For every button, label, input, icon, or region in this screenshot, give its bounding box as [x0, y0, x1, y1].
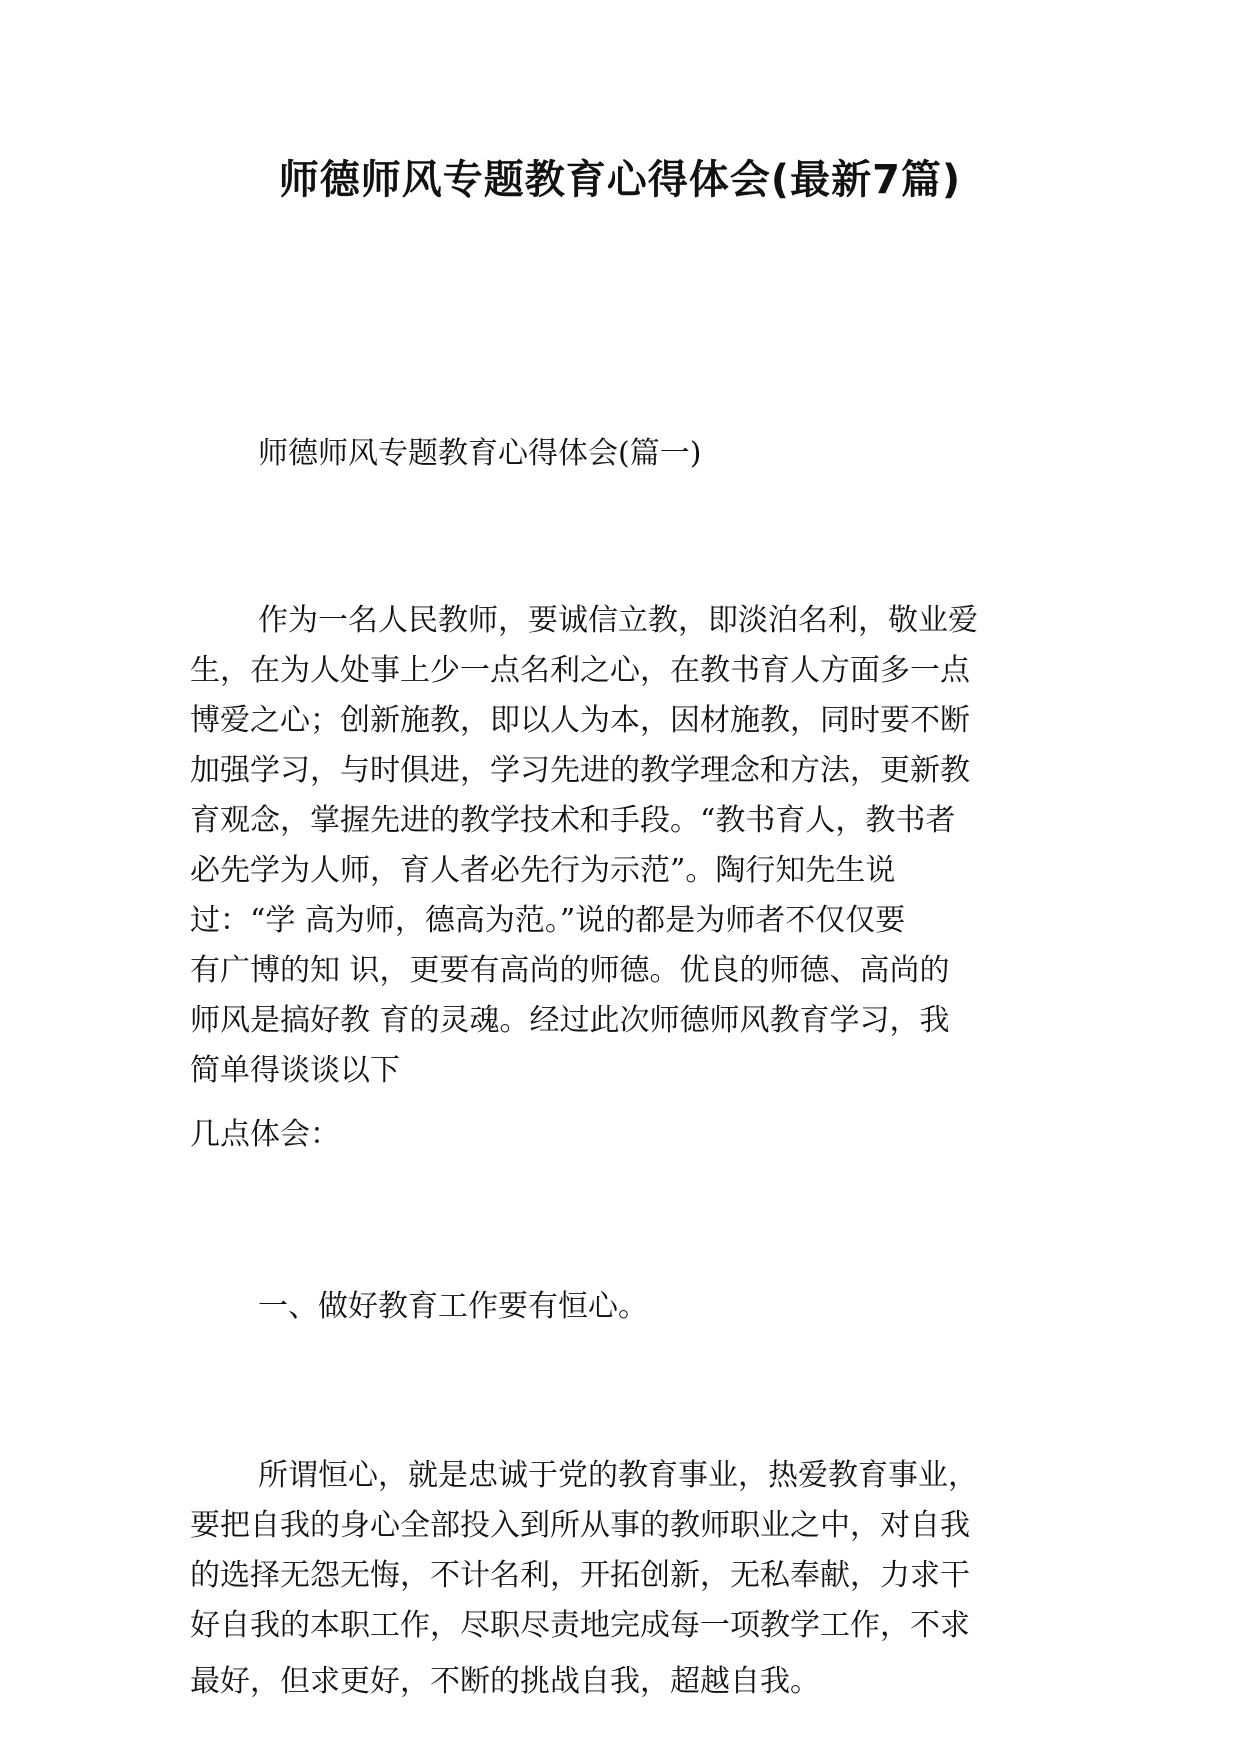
paragraph-1-line: 加强学习，与时俱进，学习先进的教学理念和方法，更新教: [190, 753, 970, 788]
paragraph-1-line: 必先学为人师，育人者必先行为示范”。陶行知先生说: [190, 853, 896, 888]
paragraph-1-line: 简单得谈谈以下: [190, 1053, 400, 1088]
document-title: 师德师风专题教育心得体会(最新7篇): [278, 157, 962, 203]
paragraph-1-line: 有广博的知 识，更要有高尚的师德。优良的师德、高尚的: [190, 953, 950, 988]
paragraph-3-line: 所谓恒心，就是忠诚于党的教育事业，热爱教育事业，: [258, 1458, 978, 1493]
section-heading-1: 师德师风专题教育心得体会(篇一): [258, 436, 702, 471]
paragraph-1-line: 博爱之心；创新施教，即以人为本，因材施教，同时要不断: [190, 703, 970, 738]
paragraph-3-line: 好自我的本职工作，尽职尽责地完成每一项教学工作，不求: [190, 1608, 970, 1643]
paragraph-1-line: 作为一名人民教师，要诚信立教，即淡泊名利，敬业爱: [258, 603, 978, 638]
paragraph-3-line: 的选择无怨无悔，不计名利，开拓创新，无私奉献，力求干: [190, 1558, 970, 1593]
paragraph-2: 几点体会：: [190, 1117, 340, 1152]
section-heading-2: 一、做好教育工作要有恒心。: [258, 1289, 648, 1324]
paragraph-3: [190, 1451, 1050, 1707]
paragraph-1-line: 过：“学 高为师，德高为范。”说的都是为师者不仅仅要: [190, 903, 906, 938]
paragraph-1-line: 师风是搞好教 育的灵魂。经过此次师德师风教育学习，我: [190, 1003, 950, 1038]
paragraph-3-line: 最好，但求更好，不断的挑战自我，超越自我。: [190, 1664, 820, 1699]
paragraph-1: [190, 596, 1050, 1096]
paragraph-1-line: 生，在为人处事上少一点名利之心，在教书育人方面多一点: [190, 653, 970, 688]
paragraph-1-line: 育观念，掌握先进的教学技术和手段。“教书育人，教书者: [190, 803, 956, 838]
paragraph-3-line: 要把自我的身心全部投入到所从事的教师职业之中，对自我: [190, 1508, 970, 1543]
